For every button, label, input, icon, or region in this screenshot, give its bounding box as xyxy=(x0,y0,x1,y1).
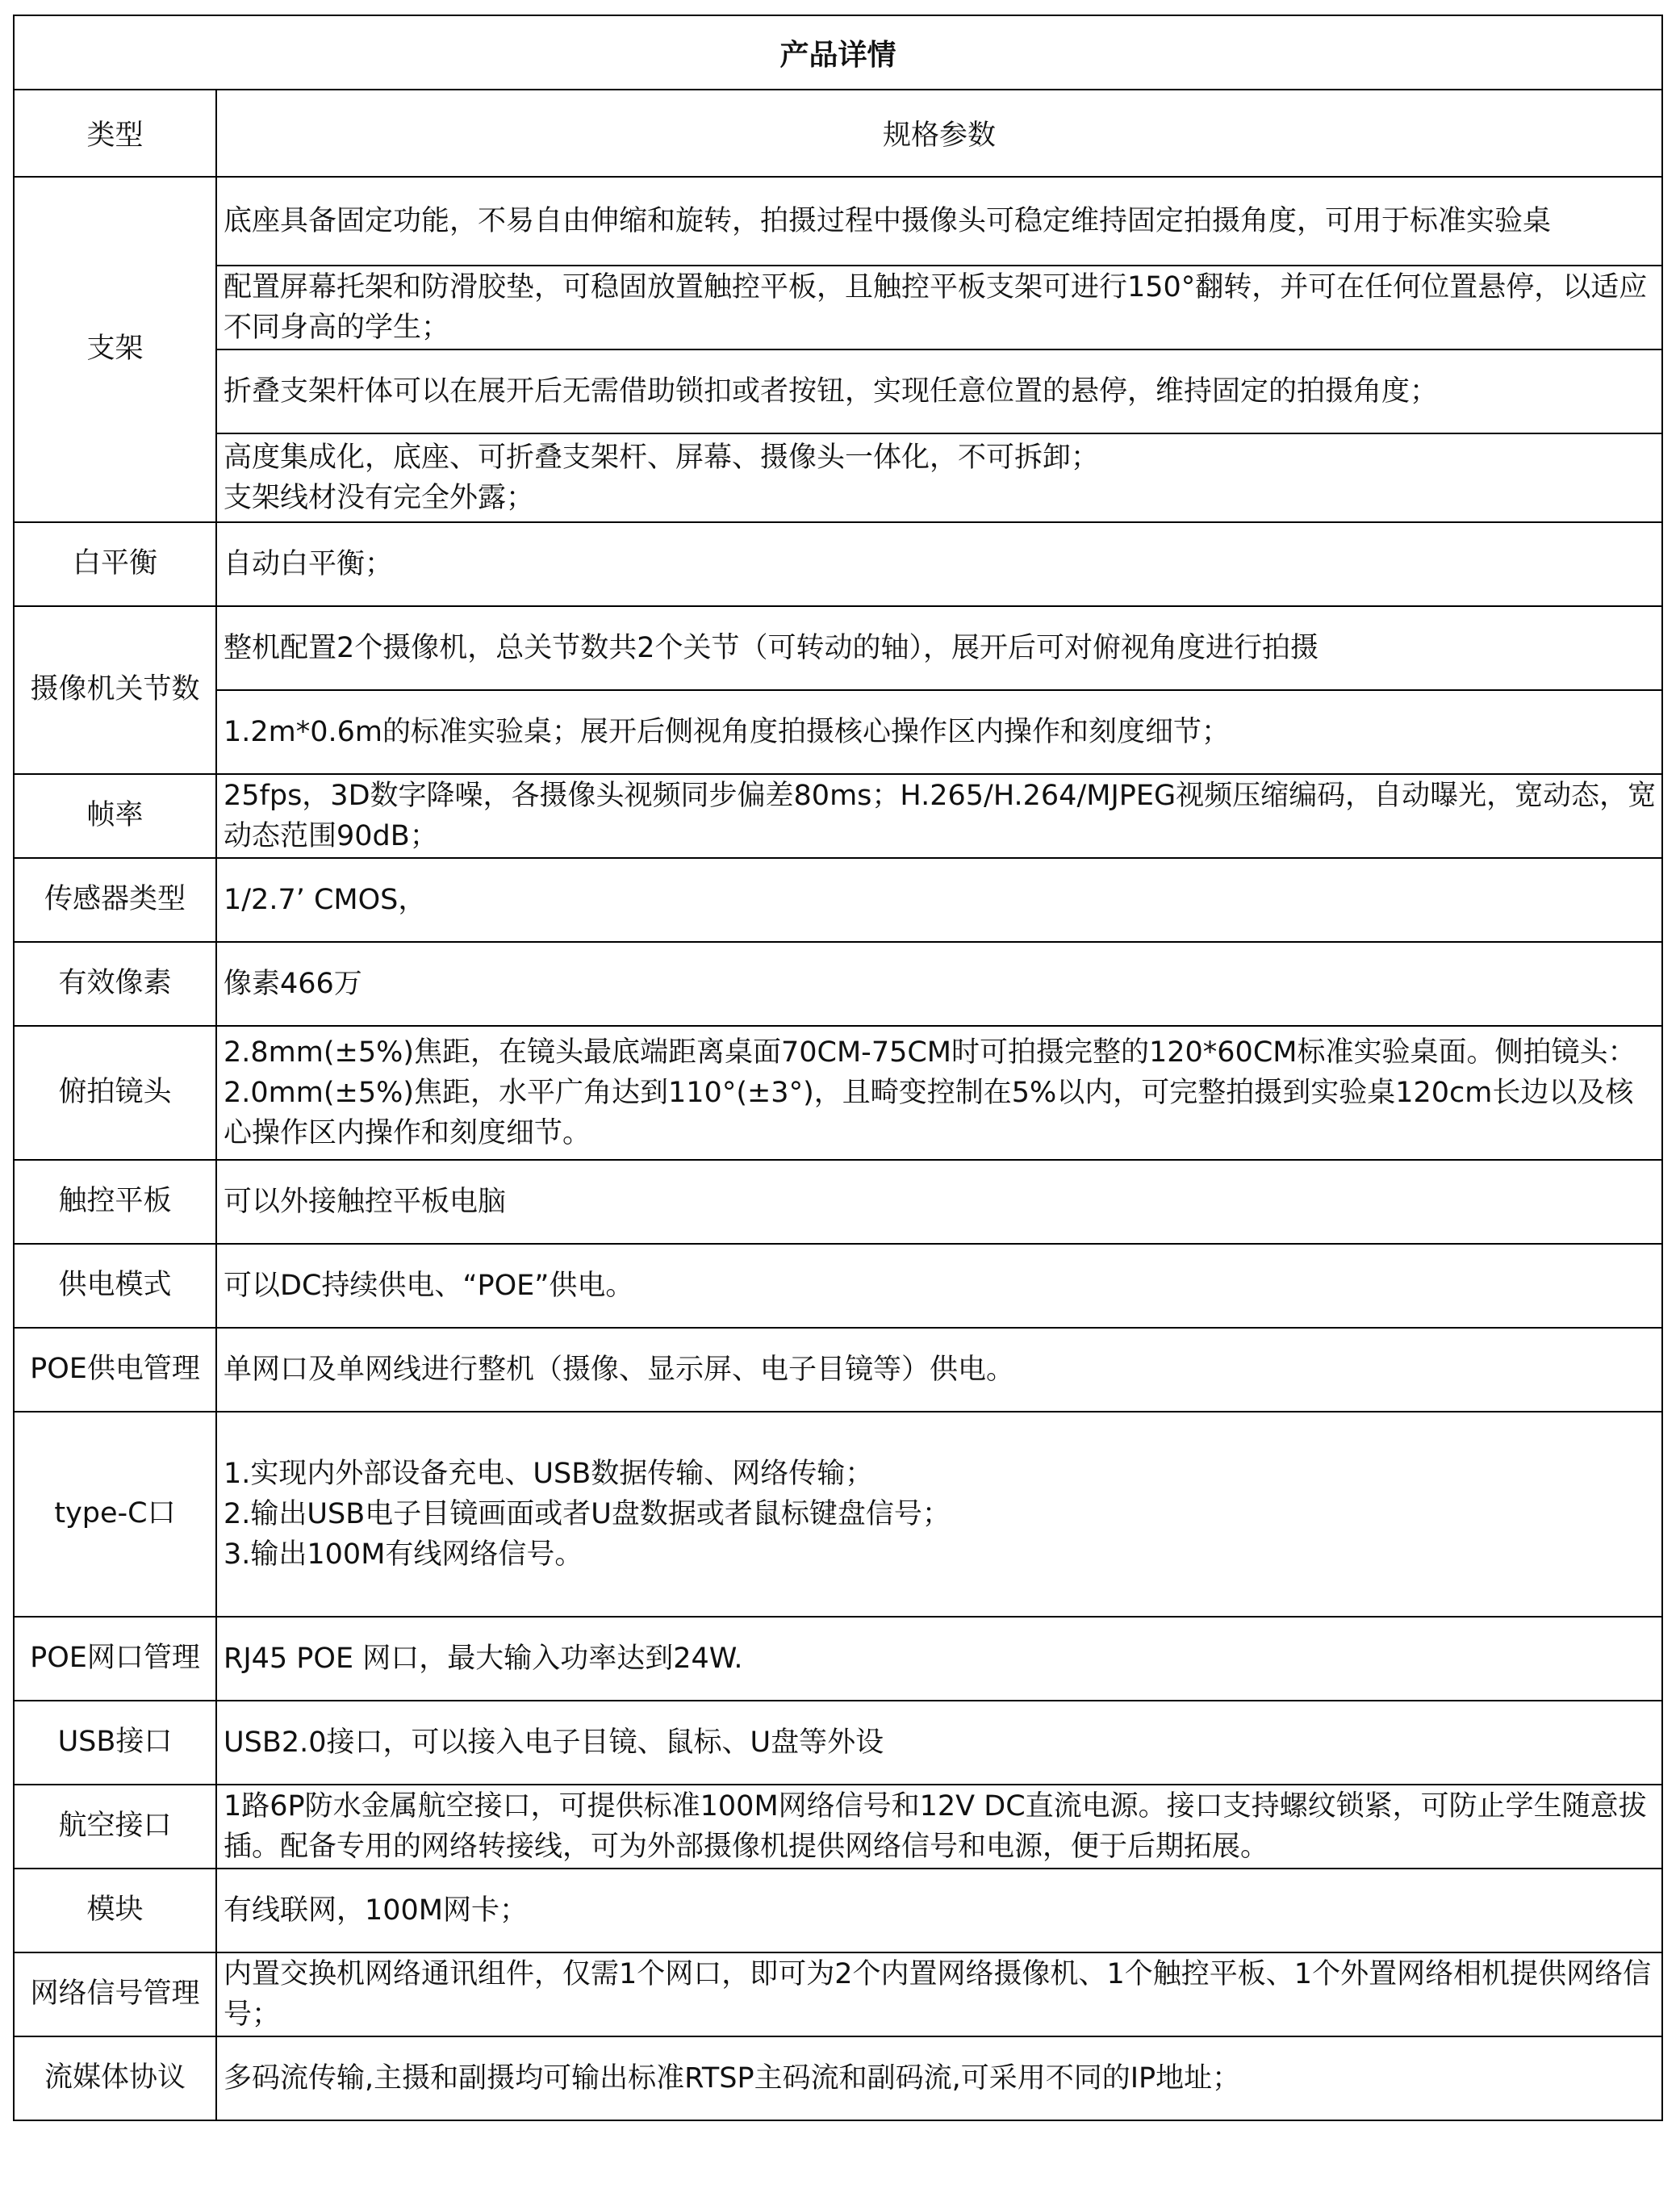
spec-cell: 有线联网，100M网卡； xyxy=(216,1869,1662,1952)
spec-cell: 2.8mm(±5%)焦距，在镜头最底端距离桌面70CM-75CM时可拍摄完整的120*60CM标准实验桌面。侧拍镜头： 2.0mm(±5%)焦距，水平广角达到110°(±3°)，且畸变控制在5%以内，可完整拍摄到实验桌120cm长边以及核心操作区内操作和刻度细节。 xyxy=(216,1026,1662,1160)
spec-cell: RJ45 POE 网口，最大输入功率达到24W. xyxy=(216,1617,1662,1701)
spec-cell: 像素466万 xyxy=(216,942,1662,1026)
spec-line: 1.实现内外部设备充电、USB数据传输、网络传输； xyxy=(224,1458,874,1490)
table-row xyxy=(14,2036,1662,2120)
row-type-cell: 模块 xyxy=(14,1869,216,1952)
column-header-spec: 规格参数 xyxy=(216,90,1662,177)
table-row xyxy=(14,177,1662,266)
spec-line: 2.输出USB电子目镜画面或者U盘数据或者鼠标键盘信号； xyxy=(224,1498,951,1530)
spec-cell: 可以DC持续供电、“POE”供电。 xyxy=(216,1244,1662,1328)
spec-cell: 25fps，3D数字降噪，各摄像头视频同步偏差80ms；H.265/H.264/MJPEG视频压缩编码，自动曝光，宽动态，宽动态范围90dB； xyxy=(216,774,1662,858)
spec-cell: 底座具备固定功能，不易自由伸缩和旋转，拍摄过程中摄像头可稳定维持固定拍摄角度，可用于标准实验桌 xyxy=(216,177,1662,266)
table-row xyxy=(14,690,1662,774)
spec-cell: 1/2.7’ CMOS， xyxy=(216,858,1662,942)
spec-cell xyxy=(216,1412,1662,1617)
spec-line: 3.输出100M有线网络信号。 xyxy=(224,1538,583,1571)
spec-cell: 可以外接触控平板电脑 xyxy=(216,1160,1662,1244)
spec-cell: 1路6P防水金属航空接口，可提供标准100M网络信号和12V DC直流电源。接口支持螺纹锁紧，可防止学生随意拔插。配备专用的网络转接线，可为外部摄像机提供网络信号和电源，便于后期拓展。 xyxy=(216,1785,1662,1869)
spec-cell: USB2.0接口，可以接入电子目镜、鼠标、U盘等外设 xyxy=(216,1701,1662,1785)
table-row xyxy=(14,942,1662,1026)
column-header-type: 类型 xyxy=(14,90,216,177)
row-type-cell: 白平衡 xyxy=(14,522,216,606)
spec-cell: 配置屏幕托架和防滑胶垫，可稳固放置触控平板，且触控平板支架可进行150°翻转，并可在任何位置悬停，以适应不同身高的学生； xyxy=(216,266,1662,349)
spec-cell: 整机配置2个摄像机，总关节数共2个关节（可转动的轴），展开后可对俯视角度进行拍摄 xyxy=(216,606,1662,690)
table-row xyxy=(14,1617,1662,1701)
spec-table-body xyxy=(14,15,1662,2120)
table-row xyxy=(14,433,1662,522)
table-row xyxy=(14,1412,1662,1617)
spec-cell: 多码流传输,主摄和副摄均可输出标准RTSP主码流和副码流,可采用不同的IP地址； xyxy=(216,2036,1662,2120)
table-row xyxy=(14,349,1662,433)
spec-cell: 自动白平衡； xyxy=(216,522,1662,606)
table-row xyxy=(14,1952,1662,2036)
row-type-cell: 航空接口 xyxy=(14,1785,216,1869)
row-type-cell: type-C口 xyxy=(14,1412,216,1617)
table-row xyxy=(14,606,1662,690)
row-type-cell: 触控平板 xyxy=(14,1160,216,1244)
product-spec-table xyxy=(13,15,1663,2121)
table-row xyxy=(14,1328,1662,1412)
row-type-cell: 流媒体协议 xyxy=(14,2036,216,2120)
row-type-cell: 网络信号管理 xyxy=(14,1952,216,2036)
title-row xyxy=(14,15,1662,90)
spec-line: 高度集成化，底座、可折叠支架杆、屏幕、摄像头一体化，不可拆卸； xyxy=(224,442,1100,474)
row-type-cell: USB接口 xyxy=(14,1701,216,1785)
table-title: 产品详情 xyxy=(14,15,1662,90)
table-row xyxy=(14,858,1662,942)
spec-cell xyxy=(216,433,1662,522)
table-row xyxy=(14,1869,1662,1952)
row-type-cell: 传感器类型 xyxy=(14,858,216,942)
spec-cell: 折叠支架杆体可以在展开后无需借助锁扣或者按钮，实现任意位置的悬停，维持固定的拍摄角度； xyxy=(216,349,1662,433)
row-type-cell: 有效像素 xyxy=(14,942,216,1026)
table-row xyxy=(14,1244,1662,1328)
spec-line: 支架线材没有完全外露； xyxy=(224,482,535,514)
table-row xyxy=(14,1701,1662,1785)
table-row xyxy=(14,1160,1662,1244)
table-row xyxy=(14,522,1662,606)
row-type-cell: 俯拍镜头 xyxy=(14,1026,216,1160)
row-type-cell: POE网口管理 xyxy=(14,1617,216,1701)
row-type-cell: 支架 xyxy=(14,177,216,522)
row-type-cell: POE供电管理 xyxy=(14,1328,216,1412)
spec-cell: 单网口及单网线进行整机（摄像、显示屏、电子目镜等）供电。 xyxy=(216,1328,1662,1412)
spec-cell: 内置交换机网络通讯组件，仅需1个网口，即可为2个内置网络摄像机、1个触控平板、1个外置网络相机提供网络信号； xyxy=(216,1952,1662,2036)
table-row xyxy=(14,774,1662,858)
table-row xyxy=(14,266,1662,349)
header-row xyxy=(14,90,1662,177)
row-type-cell: 帧率 xyxy=(14,774,216,858)
spec-cell: 1.2m*0.6m的标准实验桌；展开后侧视角度拍摄核心操作区内操作和刻度细节； xyxy=(216,690,1662,774)
row-type-cell: 摄像机关节数 xyxy=(14,606,216,774)
row-type-cell: 供电模式 xyxy=(14,1244,216,1328)
table-row xyxy=(14,1785,1662,1869)
table-row xyxy=(14,1026,1662,1160)
